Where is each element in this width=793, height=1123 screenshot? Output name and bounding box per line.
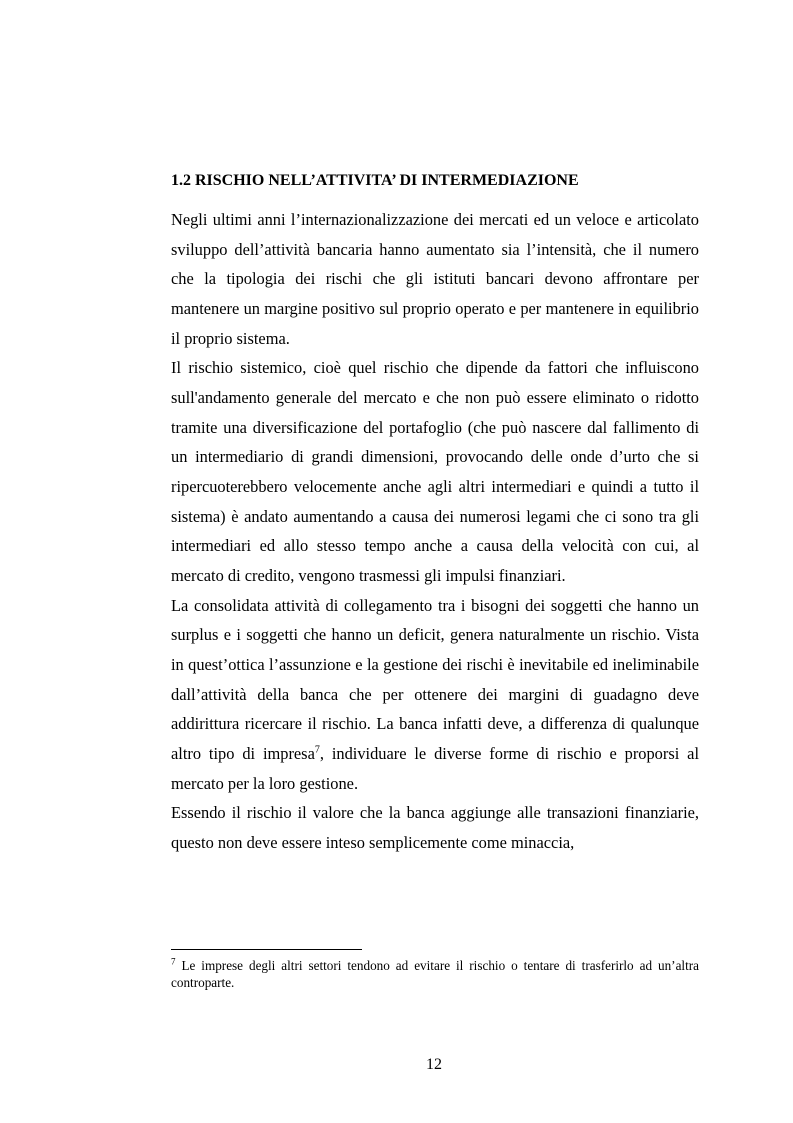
footnote-divider [171, 949, 362, 950]
paragraph-3-text-b: , individuare le diverse forme di rischio e proporsi al mercato per la loro gestione. [171, 744, 699, 793]
footnote-reference[interactable]: 7 [314, 744, 320, 756]
paragraph-3-text-a: La consolidata attività di collegamento tra i bisogni dei soggetti che hanno un surplus e i soggetti che hanno un deficit, genera naturalmente un rischio. Vista in quest’ottica l’assunzione e la gestione dei rischi è inevitabile ed ineliminabile dall’attività della banca che per ottenere dei margini di guadagno deve addirittura ricercare il rischio. La banca infatti deve, a differenza di qualunque altro tipo di impresa [171, 595, 699, 764]
footnote-number: 7 [171, 956, 176, 967]
body-text [171, 205, 699, 858]
page-number: 12 [426, 1056, 442, 1073]
footnote-text: Le imprese degli altri settori tendono ad evitare il rischio o tentare di trasferirlo ad un’altra controparte. [171, 958, 699, 990]
footnote [171, 957, 699, 991]
paragraph-2: Il rischio sistemico, cioè quel rischio che dipende da fattori che influiscono sull'andamento generale del mercato e che non può essere eliminato o ridotto tramite una diversificazione del portafoglio (che può nascere dal fallimento di un intermediario di grandi dimensioni, provocando delle onde d’urto che si ripercuoterebbero velocemente anche agli altri intermediari e quindi a tutto il sistema) è andato aumentando a causa dei numerosi legami che ci sono tra gli intermediari ed allo stesso tempo anche a causa della velocità con cui, al mercato di credito, vengono trasmessi gli impulsi finanziari. [171, 358, 699, 586]
section-heading: 1.2 RISCHIO NELL’ATTIVITA’ DI INTERMEDIAZIONE [171, 172, 579, 189]
paragraph-4: Essendo il rischio il valore che la banca aggiunge alle transazioni finanziarie, questo non deve essere inteso semplicemente come minaccia, [171, 803, 699, 853]
paragraph-1: Negli ultimi anni l’internazionalizzazione dei mercati ed un veloce e articolato sviluppo dell’attività bancaria hanno aumentato sia l’intensità, che il numero che la tipologia dei rischi che gli istituti bancari devono affrontare per mantenere un margine positivo sul proprio operato e per mantenere in equilibrio il proprio sistema. [171, 210, 699, 348]
paragraph-3 [171, 591, 699, 799]
